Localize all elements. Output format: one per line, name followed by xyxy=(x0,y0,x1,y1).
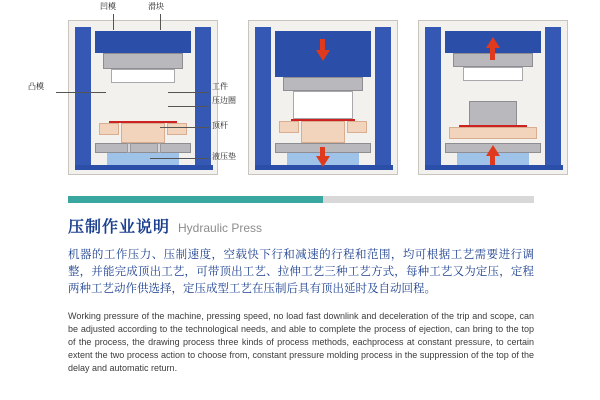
formed-part xyxy=(469,101,517,127)
ejector-up-arrow-stem xyxy=(490,156,495,165)
leader-hydraulic-cushion xyxy=(150,158,210,159)
leader-workpiece xyxy=(168,92,210,93)
leader-die-cavity xyxy=(113,14,114,30)
base-plate xyxy=(75,165,213,170)
punch-body xyxy=(301,121,345,143)
label-die-cavity: 凹模 xyxy=(100,2,116,11)
leader-punch xyxy=(56,92,106,93)
slide-up-arrow-stem xyxy=(490,48,495,60)
leader-ejector-pin xyxy=(160,127,210,128)
blank-holder xyxy=(449,127,537,139)
label-punch: 凸模 xyxy=(28,82,44,91)
slide-down-arrow xyxy=(316,50,330,61)
formed-part-cavity xyxy=(293,91,353,119)
section-divider xyxy=(68,196,534,203)
page-title-cn: 压制作业说明 xyxy=(68,219,171,236)
label-workpiece: 工件 xyxy=(212,82,228,91)
diagram-panel-open xyxy=(68,20,218,175)
heading-row xyxy=(68,214,534,237)
ejector-pin-left xyxy=(127,143,131,153)
punch-body xyxy=(121,123,165,143)
leader-slide xyxy=(160,14,161,30)
frame-column-right xyxy=(545,27,561,169)
label-slide: 滑块 xyxy=(148,2,164,11)
machine-table xyxy=(95,143,191,153)
divider-accent-bar xyxy=(68,196,323,203)
diagram-panel-ejecting xyxy=(418,20,568,175)
cushion-down-arrow xyxy=(316,156,330,167)
frame-column-right xyxy=(375,27,391,169)
hydraulic-cushion xyxy=(107,153,179,165)
ejector-up-arrow xyxy=(486,145,500,156)
description-paragraph-cn: 机器的工作压力、压制速度，空载快下行和减速的行程和范围，均可根据工艺需要进行调整，并能完成顶出工艺，可带顶出工艺、拉伸工艺三种工艺方式，每种工艺又为定压，定程两种工艺动作供选择，定压成型工艺在压制后具有顶出延时及自动回程。 xyxy=(68,249,534,295)
label-blank-holder: 压边圈 xyxy=(212,96,236,105)
description-section xyxy=(68,214,534,375)
frame-column-left xyxy=(425,27,441,169)
ejector-pin-right xyxy=(157,143,161,153)
frame-column-left xyxy=(75,27,91,169)
diagram-panel-pressing xyxy=(248,20,398,175)
slide-block xyxy=(95,31,191,53)
leader-blank-holder xyxy=(168,106,210,107)
upper-die-holder xyxy=(103,53,183,69)
die-cavity xyxy=(463,67,523,81)
blank-holder-left xyxy=(279,121,299,133)
frame-column-left xyxy=(255,27,271,169)
base-plate xyxy=(425,165,563,170)
upper-die-holder xyxy=(283,77,363,91)
divider-secondary-bar xyxy=(323,196,534,203)
blank-holder-left xyxy=(99,123,119,135)
description-paragraph-en: Working pressure of the machine, pressing speed, no load fast downlink and deceleration of the trip and scope, can be adjusted according to the technological needs, and able to complete the process of ejection, can bring to the top of the process, the drawing process three kinds of process methods, eachprocess at constant pressure, to certain extent the two process action to choose from, constant pressure molding process in the suppression of the top of the delay and automatic return. xyxy=(68,311,534,373)
page-title-en: Hydraulic Press xyxy=(178,221,263,235)
blank-holder-right xyxy=(167,123,187,135)
blank-holder-right xyxy=(347,121,367,133)
label-hydraulic-cushion: 液压垫 xyxy=(212,152,236,161)
slide-up-arrow xyxy=(486,37,500,48)
die-cavity xyxy=(111,69,175,83)
frame-column-right xyxy=(195,27,211,169)
label-ejector-pin: 顶杆 xyxy=(212,121,228,130)
